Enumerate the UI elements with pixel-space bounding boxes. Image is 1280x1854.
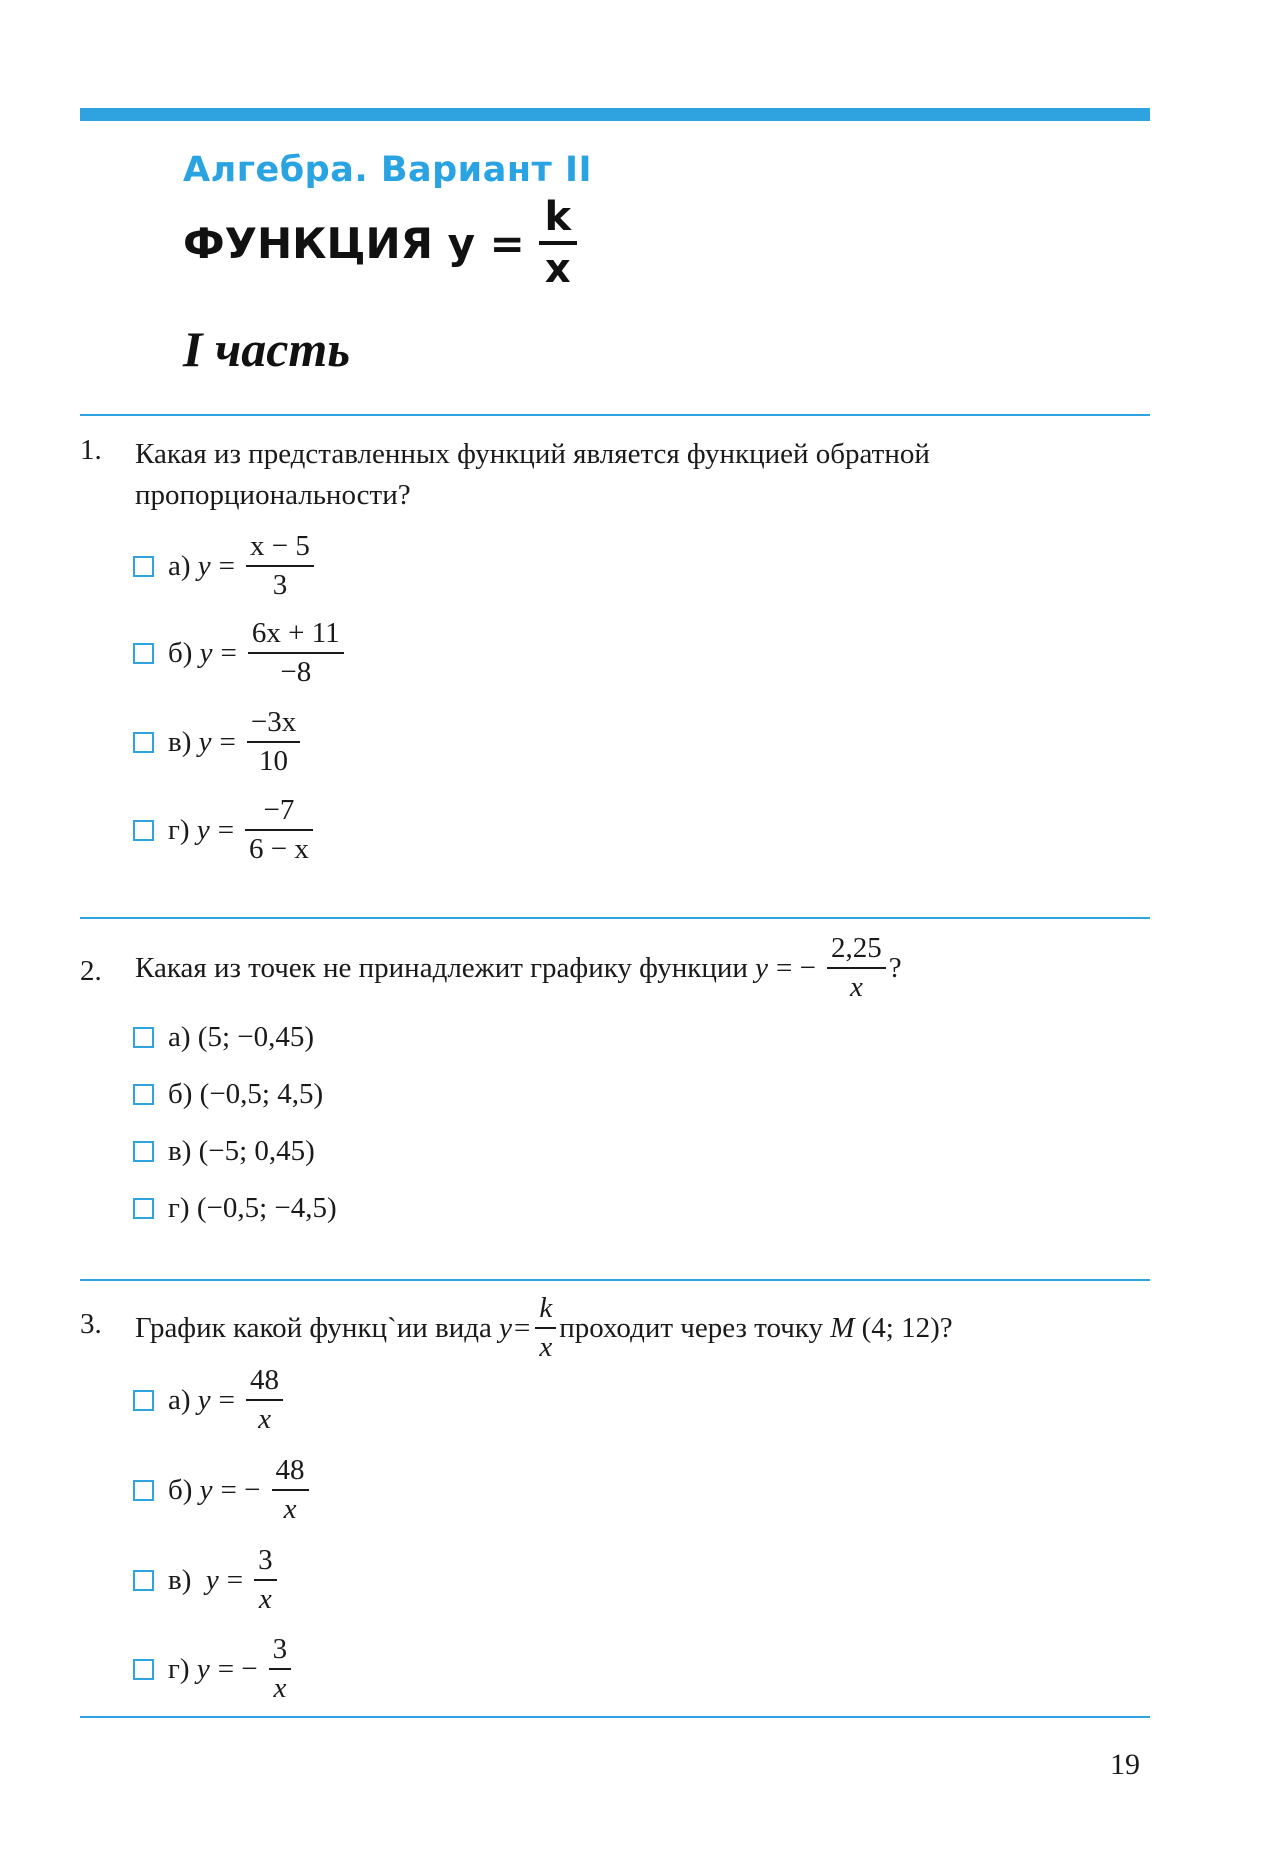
equals-sign: = bbox=[220, 636, 237, 669]
option-fraction bbox=[246, 528, 314, 604]
title-numerator: k bbox=[544, 194, 572, 240]
option-fraction bbox=[245, 792, 313, 868]
divider bbox=[80, 414, 1150, 416]
q2-option-b[interactable] bbox=[133, 1078, 323, 1111]
equals-minus: = − bbox=[220, 1473, 261, 1506]
q1-option-d[interactable] bbox=[133, 792, 316, 868]
option-fraction bbox=[269, 1631, 292, 1707]
option-value: (−0,5; −4,5) bbox=[196, 1192, 337, 1224]
point-name: M bbox=[830, 1311, 855, 1344]
point-coordinates: (4; 12)? bbox=[861, 1311, 953, 1344]
denominator: −8 bbox=[280, 656, 312, 688]
option-variable: y bbox=[205, 1563, 219, 1596]
option-variable: y bbox=[199, 1473, 213, 1506]
answer-checkbox[interactable] bbox=[133, 1570, 154, 1591]
equals-sign: = bbox=[513, 1311, 531, 1344]
numerator: −7 bbox=[263, 794, 295, 826]
equals-minus: = − bbox=[776, 951, 816, 984]
option-fraction bbox=[254, 1542, 277, 1618]
numerator: 3 bbox=[258, 1544, 273, 1576]
function-variable: y bbox=[755, 951, 769, 984]
option-label: г) bbox=[168, 1652, 190, 1685]
option-label: б) bbox=[168, 636, 193, 669]
fraction-bar bbox=[539, 241, 577, 245]
answer-checkbox[interactable] bbox=[133, 1480, 154, 1501]
option-fraction bbox=[246, 1362, 283, 1438]
numerator: 6x + 11 bbox=[251, 617, 340, 649]
option-value: (−5; 0,45) bbox=[198, 1135, 315, 1167]
option-label: б) bbox=[168, 1078, 193, 1110]
option-variable: y bbox=[197, 1383, 211, 1416]
equals-minus: = − bbox=[217, 1652, 258, 1685]
option-fraction bbox=[272, 1452, 309, 1528]
question-text: Какая из представленных функций является функцией обратной пропорциональности? bbox=[135, 438, 930, 511]
numerator: 2,25 bbox=[831, 932, 882, 964]
q2-option-d[interactable] bbox=[133, 1192, 337, 1225]
q3-option-b[interactable] bbox=[133, 1452, 312, 1528]
question-text-start: График какой функц`ии вида bbox=[135, 1311, 492, 1344]
option-value: (−0,5; 4,5) bbox=[199, 1078, 324, 1110]
option-label: б) bbox=[168, 1473, 193, 1506]
q1-option-c[interactable] bbox=[133, 704, 303, 780]
option-fraction bbox=[247, 704, 300, 780]
question-text-start: Какая из точек не принадлежит графику функции bbox=[135, 951, 748, 984]
function-fraction bbox=[535, 1290, 556, 1366]
answer-checkbox[interactable] bbox=[133, 1390, 154, 1411]
denominator: x bbox=[283, 1493, 297, 1525]
q2-option-a[interactable] bbox=[133, 1021, 314, 1054]
divider bbox=[80, 917, 1150, 919]
page-title bbox=[183, 195, 577, 291]
title-denominator: x bbox=[544, 246, 571, 292]
option-value: (5; −0,45) bbox=[197, 1021, 315, 1053]
equals-sign: = bbox=[218, 549, 236, 582]
section-subtitle: Алгебра. Вариант II bbox=[183, 150, 593, 190]
option-label: а) bbox=[168, 1021, 191, 1053]
divider bbox=[80, 1279, 1150, 1281]
question-mark: ? bbox=[888, 951, 902, 984]
function-variable: y bbox=[499, 1311, 512, 1344]
question-text bbox=[135, 1290, 953, 1366]
option-label: а) bbox=[168, 549, 191, 582]
denominator: x bbox=[539, 1331, 553, 1363]
option-variable: y bbox=[198, 725, 212, 758]
answer-checkbox[interactable] bbox=[133, 1659, 154, 1680]
equals-sign: = bbox=[217, 813, 235, 846]
equals-sign: = bbox=[218, 1383, 236, 1416]
numerator: 3 bbox=[272, 1633, 288, 1665]
option-label: в) bbox=[168, 1563, 192, 1596]
answer-checkbox[interactable] bbox=[133, 1198, 154, 1219]
denominator: 6 − x bbox=[249, 833, 309, 865]
denominator: 3 bbox=[272, 569, 288, 601]
q2-option-c[interactable] bbox=[133, 1135, 315, 1168]
option-label: г) bbox=[168, 813, 190, 846]
option-fraction bbox=[248, 615, 344, 691]
answer-checkbox[interactable] bbox=[133, 1027, 154, 1048]
q1-option-b[interactable] bbox=[133, 615, 347, 691]
question-number: 3. bbox=[80, 1308, 102, 1340]
answer-checkbox[interactable] bbox=[133, 643, 154, 664]
option-variable: y bbox=[196, 1652, 210, 1685]
title-fraction bbox=[539, 195, 577, 291]
option-variable: y bbox=[196, 813, 210, 846]
denominator: x bbox=[273, 1672, 287, 1704]
q3-option-d[interactable] bbox=[133, 1631, 294, 1707]
answer-checkbox[interactable] bbox=[133, 732, 154, 753]
numerator: 48 bbox=[250, 1364, 280, 1396]
option-variable: y bbox=[197, 549, 211, 582]
question-text-middle: проходит через точку bbox=[559, 1311, 823, 1344]
answer-checkbox[interactable] bbox=[133, 556, 154, 577]
denominator: x bbox=[849, 971, 863, 1003]
question-number: 2. bbox=[80, 955, 102, 987]
answer-checkbox[interactable] bbox=[133, 1084, 154, 1105]
function-fraction bbox=[827, 930, 886, 1006]
title-prefix: ФУНКЦИЯ y = bbox=[183, 218, 525, 268]
q3-option-a[interactable] bbox=[133, 1362, 286, 1438]
numerator: 48 bbox=[275, 1454, 305, 1486]
top-accent-bar bbox=[80, 108, 1150, 121]
numerator: x − 5 bbox=[250, 530, 310, 562]
equals-sign: = bbox=[226, 1563, 244, 1596]
numerator: k bbox=[539, 1292, 553, 1324]
equals-sign: = bbox=[219, 725, 236, 758]
option-label: в) bbox=[168, 725, 192, 758]
divider bbox=[80, 1716, 1150, 1718]
denominator: 10 bbox=[259, 745, 289, 777]
option-label: в) bbox=[168, 1135, 192, 1167]
option-label: г) bbox=[168, 1192, 190, 1224]
option-label: а) bbox=[168, 1383, 191, 1416]
q3-option-c[interactable] bbox=[133, 1542, 280, 1618]
denominator: x bbox=[258, 1403, 271, 1435]
page-number: 19 bbox=[1110, 1748, 1140, 1781]
q1-option-a[interactable] bbox=[133, 528, 317, 604]
denominator: x bbox=[258, 1583, 272, 1615]
answer-checkbox[interactable] bbox=[133, 1141, 154, 1162]
question-number: 1. bbox=[80, 434, 102, 466]
numerator: −3x bbox=[250, 706, 297, 738]
question-text bbox=[135, 930, 902, 1006]
answer-checkbox[interactable] bbox=[133, 820, 154, 841]
part-heading: I часть bbox=[183, 321, 351, 377]
option-variable: y bbox=[199, 636, 213, 669]
